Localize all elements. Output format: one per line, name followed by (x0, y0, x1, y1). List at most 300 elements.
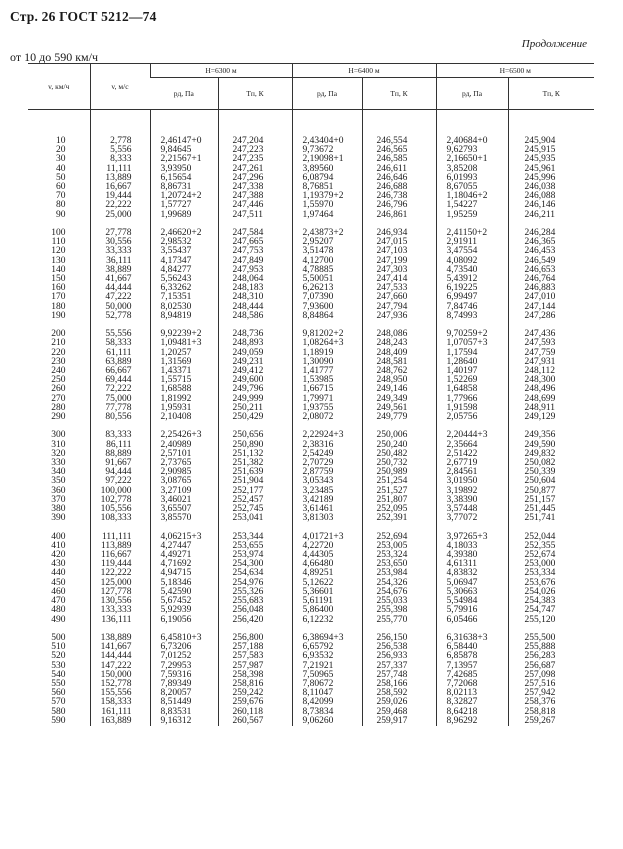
table-cell: 310 (51, 439, 66, 450)
table-cell: 250 (51, 375, 66, 386)
table-cell: 2,98532 (150, 238, 218, 247)
table-cell: 247,015 (362, 238, 436, 247)
table-cell: 6,01993 (436, 174, 508, 183)
table-cell: 254,976 (218, 579, 292, 588)
table-cell: 290 (51, 412, 66, 423)
table-cell: 5,12622 (292, 579, 362, 588)
range-label: от 10 до 590 км/ч (10, 50, 98, 64)
table-cell: 320 (51, 448, 66, 459)
table-cell: 7,07390 (292, 293, 362, 302)
table-row (28, 514, 594, 523)
table-cell: 2,90985 (150, 468, 218, 477)
table-cell: 330 (51, 458, 66, 469)
table-cell: 254,326 (362, 579, 436, 588)
table-cell: 2,73765 (150, 459, 218, 468)
table-cell: 3,08765 (150, 477, 218, 486)
table-cell: 247,446 (218, 201, 292, 210)
table-cell: 247,753 (218, 247, 292, 256)
table-cell: 1,40197 (436, 367, 508, 376)
table-cell: 254,026 (508, 588, 594, 597)
table-cell: 7,21921 (292, 662, 362, 671)
table-cell: 255,888 (508, 643, 594, 652)
table-cell: 3,93950 (150, 165, 218, 174)
table-cell: 100 (51, 228, 66, 239)
table-cell: 450 (51, 577, 66, 588)
table-cell: 66,667 (90, 367, 150, 376)
table-cell: 248,112 (508, 367, 594, 376)
table-cell: 248,762 (362, 367, 436, 376)
table-cell: 248,064 (218, 275, 292, 284)
table-cell: 247,296 (218, 174, 292, 183)
table-cell: 247,849 (218, 257, 292, 266)
table-cell: 255,398 (362, 606, 436, 615)
table-cell: 246,738 (362, 192, 436, 201)
table-cell: 2,05756 (436, 413, 508, 422)
table-cell: 250,656 (218, 431, 292, 440)
table-cell: 1,52269 (436, 376, 508, 385)
table-cell: 258,398 (218, 671, 292, 680)
table-cell: 253,655 (218, 542, 292, 551)
table-cell: 247,593 (508, 339, 594, 348)
table-cell: 127,778 (90, 588, 150, 597)
table-cell: 4,83832 (436, 569, 508, 578)
table-cell: 4,66480 (292, 560, 362, 569)
table-cell: 2,35664 (436, 441, 508, 450)
table-cell: 8,02113 (436, 689, 508, 698)
table-cell: 259,026 (362, 698, 436, 707)
table-cell: 250,989 (362, 468, 436, 477)
table-cell: 5,556 (90, 146, 150, 155)
table-cell: 3,38390 (436, 496, 508, 505)
table-cell: 530 (51, 660, 66, 671)
table-cell: 7,59316 (150, 671, 218, 680)
table-cell: 2,41150+2 (436, 229, 508, 238)
table-cell: 7,80672 (292, 680, 362, 689)
table-cell: 251,254 (362, 477, 436, 486)
table-cell: 6,45810+3 (150, 634, 218, 643)
table-cell: 1,77966 (436, 395, 508, 404)
table-cell: 8,32827 (436, 698, 508, 707)
table-cell: 248,699 (508, 395, 594, 404)
table-cell: 246,565 (362, 146, 436, 155)
table-cell: 1,99689 (150, 211, 218, 220)
table-cell: 246,549 (508, 257, 594, 266)
table-cell: 490 (51, 614, 66, 625)
table-cell: 4,78885 (292, 266, 362, 275)
table-cell: 256,538 (362, 643, 436, 652)
table-cell: 550 (51, 678, 66, 689)
table-cell: 246,211 (508, 211, 594, 220)
table-cell: 247,199 (362, 257, 436, 266)
table-cell: 9,84645 (150, 146, 218, 155)
table-cell: 2,16650+1 (436, 155, 508, 164)
table-cell: 2,25426+3 (150, 431, 218, 440)
table-cell: 252,095 (362, 505, 436, 514)
table-cell: 8,51449 (150, 698, 218, 707)
table-cell: 5,56243 (150, 275, 218, 284)
table-cell: 2,08072 (292, 413, 362, 422)
subheader-temperature: Tп, К (218, 78, 292, 110)
table-row (28, 413, 594, 422)
table-cell: 246,088 (508, 192, 594, 201)
table-cell: 250,211 (218, 404, 292, 413)
table-cell: 2,43873+2 (292, 229, 362, 238)
table-cell: 5,30663 (436, 588, 508, 597)
table-cell: 249,561 (362, 404, 436, 413)
atmosphere-table-container (28, 63, 594, 726)
table-cell: 360 (51, 485, 66, 496)
table-cell: 245,996 (508, 174, 594, 183)
table-cell: 4,18033 (436, 542, 508, 551)
table-cell: 70 (56, 191, 66, 202)
table-cell: 247,759 (508, 349, 594, 358)
table-cell: 245,904 (508, 110, 594, 147)
table-cell: 2,20444+3 (436, 431, 508, 440)
table-cell: 250,890 (218, 441, 292, 450)
table-cell: 3,46021 (150, 496, 218, 505)
table-cell: 158,333 (90, 698, 150, 707)
table-cell: 249,999 (218, 395, 292, 404)
table-cell: 4,17347 (150, 257, 218, 266)
table-cell: 246,284 (508, 229, 594, 238)
table-cell: 40 (56, 163, 66, 174)
table-cell: 2,10408 (150, 413, 218, 422)
table-cell: 8,02530 (150, 303, 218, 312)
table-cell: 1,07057+3 (436, 339, 508, 348)
table-cell: 8,96292 (436, 717, 508, 726)
table-cell: 1,30090 (292, 358, 362, 367)
table-cell: 252,457 (218, 496, 292, 505)
table-cell: 1,17594 (436, 349, 508, 358)
table-cell: 246,146 (508, 201, 594, 210)
table-cell: 430 (51, 559, 66, 570)
continuation-label: Продолжение (521, 38, 587, 50)
table-cell: 248,444 (218, 303, 292, 312)
table-cell: 7,84746 (436, 303, 508, 312)
table-cell: 75,000 (90, 395, 150, 404)
table-cell: 6,33262 (150, 284, 218, 293)
table-cell: 3,23485 (292, 487, 362, 496)
subheader-pressure: pд, Па (436, 78, 508, 110)
table-cell: 6,12232 (292, 616, 362, 625)
table-cell: 6,31638+3 (436, 634, 508, 643)
table-cell: 83,333 (90, 431, 150, 440)
table-cell: 111,111 (90, 533, 150, 542)
table-cell: 4,27447 (150, 542, 218, 551)
table-cell: 246,365 (508, 238, 594, 247)
table-cell: 300 (51, 430, 66, 441)
table-cell: 460 (51, 586, 66, 597)
table-cell: 138,889 (90, 634, 150, 643)
table-cell: 253,334 (508, 569, 594, 578)
table-cell: 63,889 (90, 358, 150, 367)
table-cell: 249,779 (362, 413, 436, 422)
table-cell: 3,05343 (292, 477, 362, 486)
table-cell: 8,42099 (292, 698, 362, 707)
table-cell: 255,033 (362, 597, 436, 606)
table-cell: 520 (51, 651, 66, 662)
table-cell: 6,65792 (292, 643, 362, 652)
table-cell: 260,118 (218, 708, 292, 717)
table-cell: 256,150 (362, 634, 436, 643)
table-cell: 163,889 (90, 717, 150, 726)
table-cell: 125,000 (90, 579, 150, 588)
table-cell: 1,95259 (436, 211, 508, 220)
table-cell: 210 (51, 338, 66, 349)
table-cell: 116,667 (90, 551, 150, 560)
table-cell: 1,93755 (292, 404, 362, 413)
table-cell: 258,816 (218, 680, 292, 689)
table-cell: 249,059 (218, 349, 292, 358)
table-cell: 30,556 (90, 238, 150, 247)
table-cell: 250,240 (362, 441, 436, 450)
table-cell: 254,300 (218, 560, 292, 569)
table-cell: 52,778 (90, 312, 150, 321)
table-cell: 6,19225 (436, 284, 508, 293)
table-cell: 3,55437 (150, 247, 218, 256)
table-cell: 1,64858 (436, 385, 508, 394)
table-cell: 247,794 (362, 303, 436, 312)
table-cell: 8,74993 (436, 312, 508, 321)
table-cell: 255,120 (508, 616, 594, 625)
table-cell: 258,166 (362, 680, 436, 689)
table-cell: 251,639 (218, 468, 292, 477)
table-cell: 8,73834 (292, 708, 362, 717)
table-cell: 77,778 (90, 404, 150, 413)
table-cell: 1,31569 (150, 358, 218, 367)
table-cell: 3,27109 (150, 487, 218, 496)
table-cell: 230 (51, 356, 66, 367)
table-cell: 259,468 (362, 708, 436, 717)
table-cell: 253,344 (218, 533, 292, 542)
table-cell: 2,84561 (436, 468, 508, 477)
table-cell: 3,65507 (150, 505, 218, 514)
table-cell: 246,554 (362, 110, 436, 147)
table-cell: 3,85570 (150, 514, 218, 523)
table-cell: 1,55715 (150, 376, 218, 385)
table-cell: 248,409 (362, 349, 436, 358)
table-cell: 80 (56, 200, 66, 211)
table-cell: 160 (51, 283, 66, 294)
table-cell: 8,86731 (150, 183, 218, 192)
table-cell: 247,436 (508, 330, 594, 339)
table-cell: 47,222 (90, 293, 150, 302)
table-cell: 259,676 (218, 698, 292, 707)
table-cell: 9,81202+2 (292, 330, 362, 339)
table-cell: 240 (51, 366, 66, 377)
table-cell: 247,204 (218, 110, 292, 147)
table-cell: 247,414 (362, 275, 436, 284)
table-cell: 3,97265+3 (436, 533, 508, 542)
table-cell: 6,26213 (292, 284, 362, 293)
table-cell: 1,20724+2 (150, 192, 218, 201)
table-cell: 4,49271 (150, 551, 218, 560)
subheader-temperature: Tп, К (508, 78, 594, 110)
table-cell: 1,55970 (292, 201, 362, 210)
table-cell: 9,06260 (292, 717, 362, 726)
table-cell: 130 (51, 255, 66, 266)
table-cell: 249,129 (508, 413, 594, 422)
table-cell: 6,73206 (150, 643, 218, 652)
table-cell: 251,157 (508, 496, 594, 505)
table-cell: 200 (51, 329, 66, 340)
table-cell: 3,42189 (292, 496, 362, 505)
table-cell: 2,70729 (292, 459, 362, 468)
table-cell: 249,231 (218, 358, 292, 367)
table-cell: 4,73540 (436, 266, 508, 275)
table-cell: 248,496 (508, 385, 594, 394)
table-cell: 400 (51, 531, 66, 542)
table-cell: 255,326 (218, 588, 292, 597)
table-cell: 58,333 (90, 339, 150, 348)
table-cell: 252,745 (218, 505, 292, 514)
table-cell: 133,333 (90, 606, 150, 615)
table-cell: 480 (51, 605, 66, 616)
table-cell: 3,19892 (436, 487, 508, 496)
table-cell: 420 (51, 550, 66, 561)
table-cell: 141,667 (90, 643, 150, 652)
table-cell: 50,000 (90, 303, 150, 312)
table-cell: 4,84277 (150, 266, 218, 275)
table-cell: 136,111 (90, 616, 150, 625)
table-cell: 252,177 (218, 487, 292, 496)
table-cell: 3,85208 (436, 165, 508, 174)
table-cell: 257,516 (508, 680, 594, 689)
table-cell: 2,57101 (150, 450, 218, 459)
table-cell: 253,974 (218, 551, 292, 560)
table-cell: 258,818 (508, 708, 594, 717)
table-cell: 44,444 (90, 284, 150, 293)
table-cell: 249,796 (218, 385, 292, 394)
table-cell: 370 (51, 494, 66, 505)
table-cell: 410 (51, 540, 66, 551)
table-cell: 140 (51, 264, 66, 275)
subheader-temperature: Tп, К (362, 78, 436, 110)
table-cell: 247,533 (362, 284, 436, 293)
table-cell: 247,660 (362, 293, 436, 302)
table-cell: 250,339 (508, 468, 594, 477)
table-cell: 3,47554 (436, 247, 508, 256)
table-cell: 254,634 (218, 569, 292, 578)
table-cell: 5,54984 (436, 597, 508, 606)
table-cell: 247,388 (218, 192, 292, 201)
table-cell: 3,81303 (292, 514, 362, 523)
table-cell: 105,556 (90, 505, 150, 514)
table-cell: 270 (51, 393, 66, 404)
table-cell: 5,18346 (150, 579, 218, 588)
table-cell: 6,85878 (436, 652, 508, 661)
table-cell: 1,28640 (436, 358, 508, 367)
table-cell: 4,44305 (292, 551, 362, 560)
table-cell: 36,111 (90, 257, 150, 266)
table-cell: 130,556 (90, 597, 150, 606)
table-cell: 1,54227 (436, 201, 508, 210)
table-cell: 251,807 (362, 496, 436, 505)
table-cell: 9,16312 (150, 717, 218, 726)
table-cell: 258,376 (508, 698, 594, 707)
table-cell: 470 (51, 596, 66, 607)
table-cell: 248,950 (362, 376, 436, 385)
table-cell: 247,953 (218, 266, 292, 275)
table-cell: 245,915 (508, 146, 594, 155)
table-cell: 248,086 (362, 330, 436, 339)
table-cell: 2,87759 (292, 468, 362, 477)
table-cell: 1,91598 (436, 404, 508, 413)
table-cell: 6,38694+3 (292, 634, 362, 643)
table-cell: 247,931 (508, 358, 594, 367)
table-cell: 254,747 (508, 606, 594, 615)
table-cell: 247,936 (362, 312, 436, 321)
table-cell: 3,51478 (292, 247, 362, 256)
table-cell: 1,95931 (150, 404, 218, 413)
table-cell: 256,687 (508, 662, 594, 671)
table-cell: 1,66715 (292, 385, 362, 394)
table-row (28, 717, 594, 726)
table-cell: 249,349 (362, 395, 436, 404)
table-cell: 9,62793 (436, 146, 508, 155)
table-cell: 255,683 (218, 597, 292, 606)
table-cell: 5,79916 (436, 606, 508, 615)
table-cell: 249,356 (508, 431, 594, 440)
table-cell: 256,048 (218, 606, 292, 615)
table-cell: 1,18919 (292, 349, 362, 358)
table-cell: 8,84864 (292, 312, 362, 321)
table-cell: 248,310 (218, 293, 292, 302)
table-cell: 4,94715 (150, 569, 218, 578)
table-cell: 249,146 (362, 385, 436, 394)
table-cell: 5,67452 (150, 597, 218, 606)
table-cell: 252,674 (508, 551, 594, 560)
table-cell: 190 (51, 310, 66, 321)
table-cell: 248,586 (218, 312, 292, 321)
table-cell: 3,57448 (436, 505, 508, 514)
table-cell: 1,09481+3 (150, 339, 218, 348)
table-cell: 25,000 (90, 211, 150, 220)
table-cell: 7,13957 (436, 662, 508, 671)
table-cell: 257,098 (508, 671, 594, 680)
table-cell: 91,667 (90, 459, 150, 468)
table-cell: 8,20057 (150, 689, 218, 698)
table-cell: 88,889 (90, 450, 150, 459)
table-cell: 9,73672 (292, 146, 362, 155)
table-cell: 5,06947 (436, 579, 508, 588)
table-cell: 147,222 (90, 662, 150, 671)
table-cell: 3,89560 (292, 165, 362, 174)
table-cell: 144,444 (90, 652, 150, 661)
table-cell: 16,667 (90, 183, 150, 192)
table-cell: 161,111 (90, 708, 150, 717)
table-cell: 8,333 (90, 155, 150, 164)
table-cell: 8,64218 (436, 708, 508, 717)
table-cell: 1,57727 (150, 201, 218, 210)
table-cell: 27,778 (90, 229, 150, 238)
table-cell: 246,688 (362, 183, 436, 192)
table-cell: 248,581 (362, 358, 436, 367)
table-cell: 253,041 (218, 514, 292, 523)
col-header-v-ms: v, м/с (90, 64, 150, 110)
table-cell: 248,911 (508, 404, 594, 413)
table-cell: 254,383 (508, 597, 594, 606)
table-cell: 249,600 (218, 376, 292, 385)
table-cell: 72,222 (90, 385, 150, 394)
table-cell: 247,286 (508, 312, 594, 321)
table-cell: 2,778 (90, 110, 150, 147)
table-cell: 2,43404+0 (292, 110, 362, 147)
table-cell: 1,20257 (150, 349, 218, 358)
table-cell: 11,111 (90, 165, 150, 174)
table-cell: 69,444 (90, 376, 150, 385)
table-cell: 8,67055 (436, 183, 508, 192)
